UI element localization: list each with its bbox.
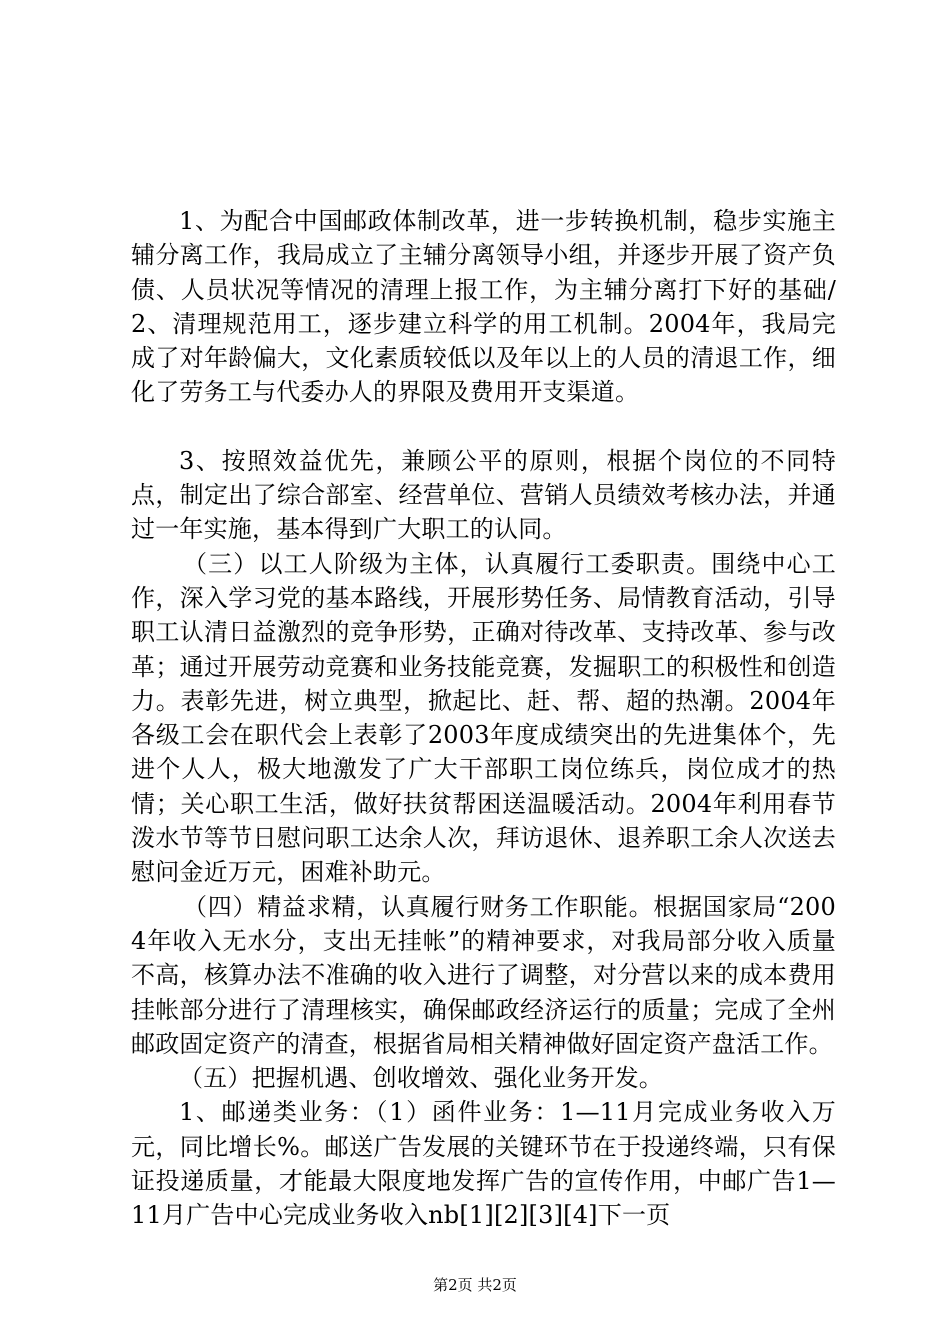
paragraph-6: 1、邮递类业务：（1）函件业务：1—11月完成业务收入万元，同比增长%。邮送广告发展的关键环节在于投递终端，只有保证投递质量，才能最大限度地发挥广告的宣传作用，中邮广告1—11月广告中心完成业务收入nb[1][2][3][4]下一页 [131, 1098, 836, 1230]
page-footer: 第2页 共2页 [433, 1276, 517, 1294]
paragraph-5: （五）把握机遇、创收增效、强化业务开发。 [179, 1064, 663, 1093]
paragraph-4: （四）精益求精，认真履行财务工作职能。根据国家局“2004年收入无水分，支出无挂帐”的精神要求，对我局部分收入质量不高，核算办法不准确的收入进行了调整，对分营以来的成本费用挂帐部分进行了清理核实，确保邮政经济运行的质量；完成了全州邮政固定资产的清查，根据省局相关精神做好固定资产盘活工作。 [131, 892, 836, 1058]
paragraph-2: 3、按照效益优先，兼顾公平的原则，根据个岗位的不同特点，制定出了综合部室、经营单位、营销人员绩效考核办法，并通过一年实施，基本得到广大职工的认同。 [131, 446, 836, 544]
paragraph-1: 1、为配合中国邮政体制改革，进一步转换机制，稳步实施主辅分离工作，我局成立了主辅分离领导小组，并逐步开展了资产负债、人员状况等情况的清理上报工作，为主辅分离打下好的基础/2、清理规范用工，逐步建立科学的用工机制。2004年，我局完成了对年龄偏大，文化素质较低以及年以上的人员的清退工作，细化了劳务工与代委办人的界限及费用开支渠道。 [131, 207, 836, 407]
paragraph-3: （三）以工人阶级为主体，认真履行工委职责。围绕中心工作，深入学习党的基本路线，开展形势任务、局情教育活动，引导职工认清日益激烈的竞争形势，正确对待改革、支持改革、参与改革；通过开展劳动竞赛和业务技能竞赛，发掘职工的积极性和创造力。表彰先进，树立典型，掀起比、赶、帮、超的热潮。2004年各级工会在职代会上表彰了2003年度成绩突出的先进集体个，先进个人人，极大地激发了广大干部职工岗位练兵，岗位成才的热情；关心职工生活，做好扶贫帮困送温暖活动。2004年利用春节泼水节等节日慰问职工达余人次，拜访退休、退养职工余人次送去慰问金近万元，困难补助元。 [131, 549, 836, 887]
document-body [131, 204, 836, 1233]
